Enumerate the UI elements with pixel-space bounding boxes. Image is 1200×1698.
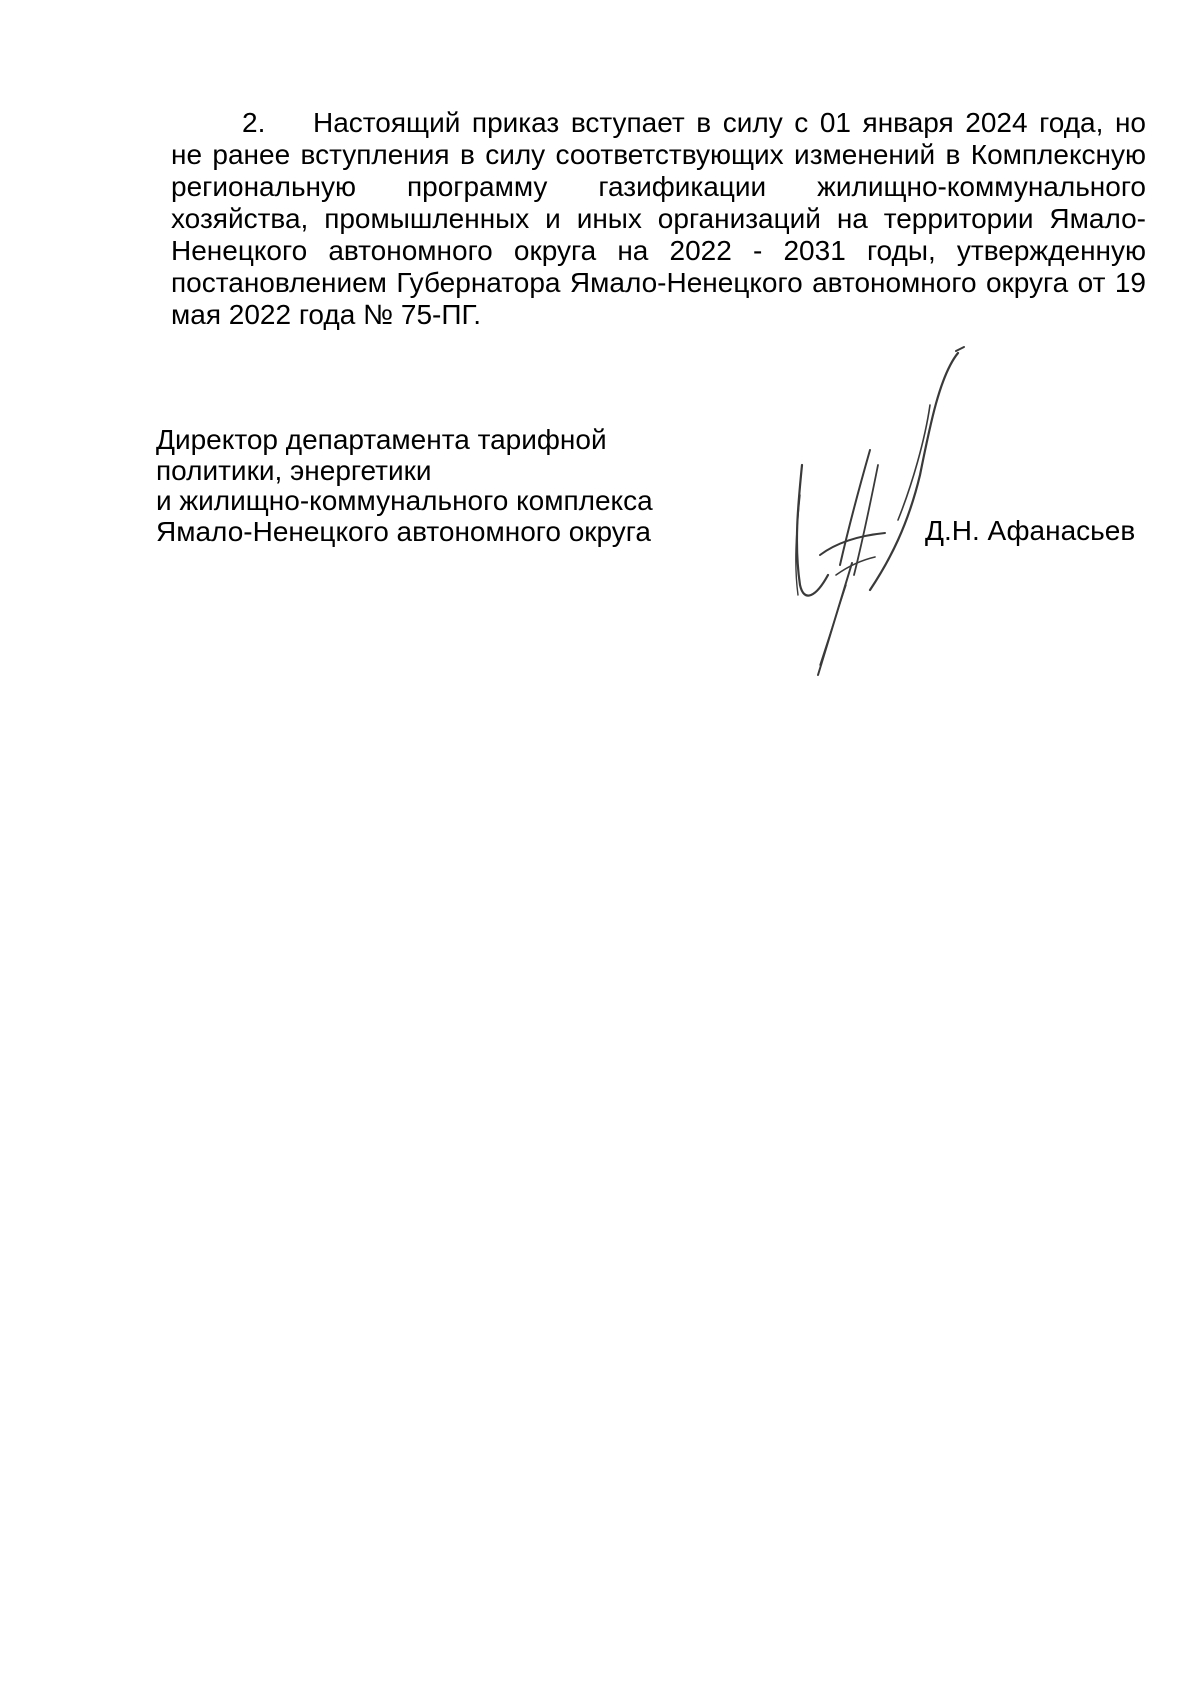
signatory-position-line: политики, энергетики xyxy=(156,454,432,486)
signatory-position-line: Директор департамента тарифной xyxy=(156,424,607,455)
clause-paragraph xyxy=(171,107,1146,331)
signatory-position xyxy=(156,425,653,547)
clause-text: Настоящий приказ вступает в силу с 01 января 2024 года, но не ранее вступления в силу соответствующих изменений в Комплексную региональную программу газификации жилищно-коммунального хозяйства, промышленных и иных организаций на территории Ямало-Ненецкого автономного округа на 2022 - 2031 годы, утвержденную постановлением Губернатора Ямало-Ненецкого автономного округа от 19 мая 2022 года № 75-ПГ. xyxy=(171,107,1146,330)
signatory-position-line: и жилищно-коммунального комплекса xyxy=(156,485,653,516)
signatory-position-line: Ямало-Ненецкого автономного округа xyxy=(156,515,651,547)
clause-number: 2. xyxy=(242,107,266,138)
signatory-name: Д.Н. Афанасьев xyxy=(925,515,1136,546)
